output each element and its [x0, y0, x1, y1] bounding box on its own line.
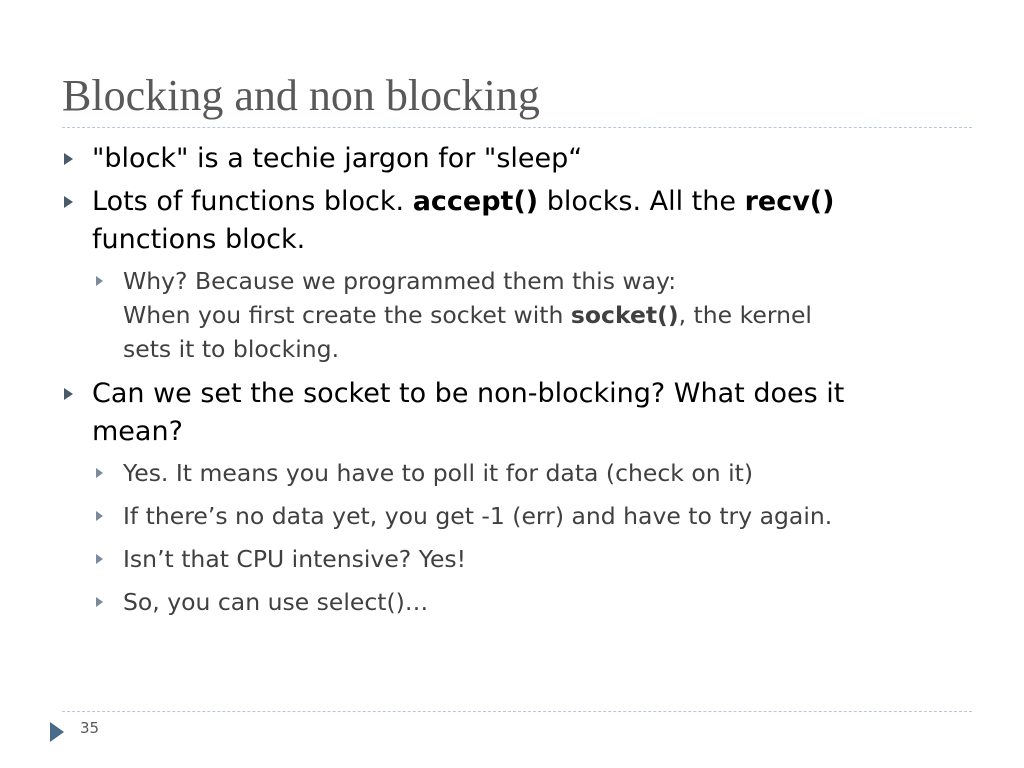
triangle-right-icon — [50, 722, 64, 742]
triangle-right-icon — [96, 276, 103, 286]
sub-bullet-text: So, you can use select()… — [123, 588, 429, 616]
text-run: , the kernel — [678, 301, 812, 329]
text-run: Lots of functions block. — [92, 186, 413, 217]
sub-bullet-text-line — [123, 298, 962, 332]
bullet-item-block-jargon — [62, 140, 962, 178]
footer-divider — [62, 711, 972, 712]
bullet-text-line — [92, 183, 962, 221]
bullet-item-functions-block — [62, 183, 962, 259]
slide-title: Blocking and non blocking — [62, 71, 540, 120]
triangle-right-icon — [64, 153, 73, 165]
code-term-accept: accept() — [412, 186, 539, 217]
triangle-right-icon — [96, 468, 103, 478]
sub-bullet-poll — [62, 456, 962, 490]
page-number: 35 — [80, 719, 100, 737]
sub-bullet-text: If there’s no data yet, you get -1 (err) and have to try again. — [123, 502, 833, 530]
triangle-right-icon — [96, 597, 103, 607]
sub-bullet-why — [62, 264, 962, 366]
sub-bullet-text: Isn’t that CPU intensive? Yes! — [123, 545, 467, 573]
sub-bullet-text-line: sets it to blocking. — [123, 335, 340, 363]
triangle-right-icon — [96, 554, 103, 564]
bullet-text: "block" is a techie jargon for "sleep“ — [92, 143, 583, 174]
triangle-right-icon — [64, 388, 73, 400]
title-divider — [62, 127, 972, 128]
text-run: When you first create the socket with — [123, 301, 571, 329]
sub-bullet-text: Yes. It means you have to poll it for data (check on it) — [123, 459, 754, 487]
code-term-recv: recv() — [744, 186, 835, 217]
sub-bullet-no-data — [62, 499, 962, 533]
sub-bullet-text-line: Why? Because we programmed them this way: — [123, 267, 677, 295]
bullet-text-line: functions block. — [92, 224, 306, 255]
text-run: blocks. All the — [538, 186, 745, 217]
sub-bullet-select — [62, 585, 962, 619]
bullet-item-non-blocking — [62, 375, 962, 451]
sub-bullet-cpu — [62, 542, 962, 576]
slide-body — [62, 140, 962, 628]
bullet-text-line: mean? — [92, 416, 183, 447]
code-term-socket: socket() — [570, 301, 679, 329]
triangle-right-icon — [96, 511, 103, 521]
triangle-right-icon — [64, 196, 73, 208]
bullet-text-line: Can we set the socket to be non-blocking? What does it — [92, 378, 845, 409]
